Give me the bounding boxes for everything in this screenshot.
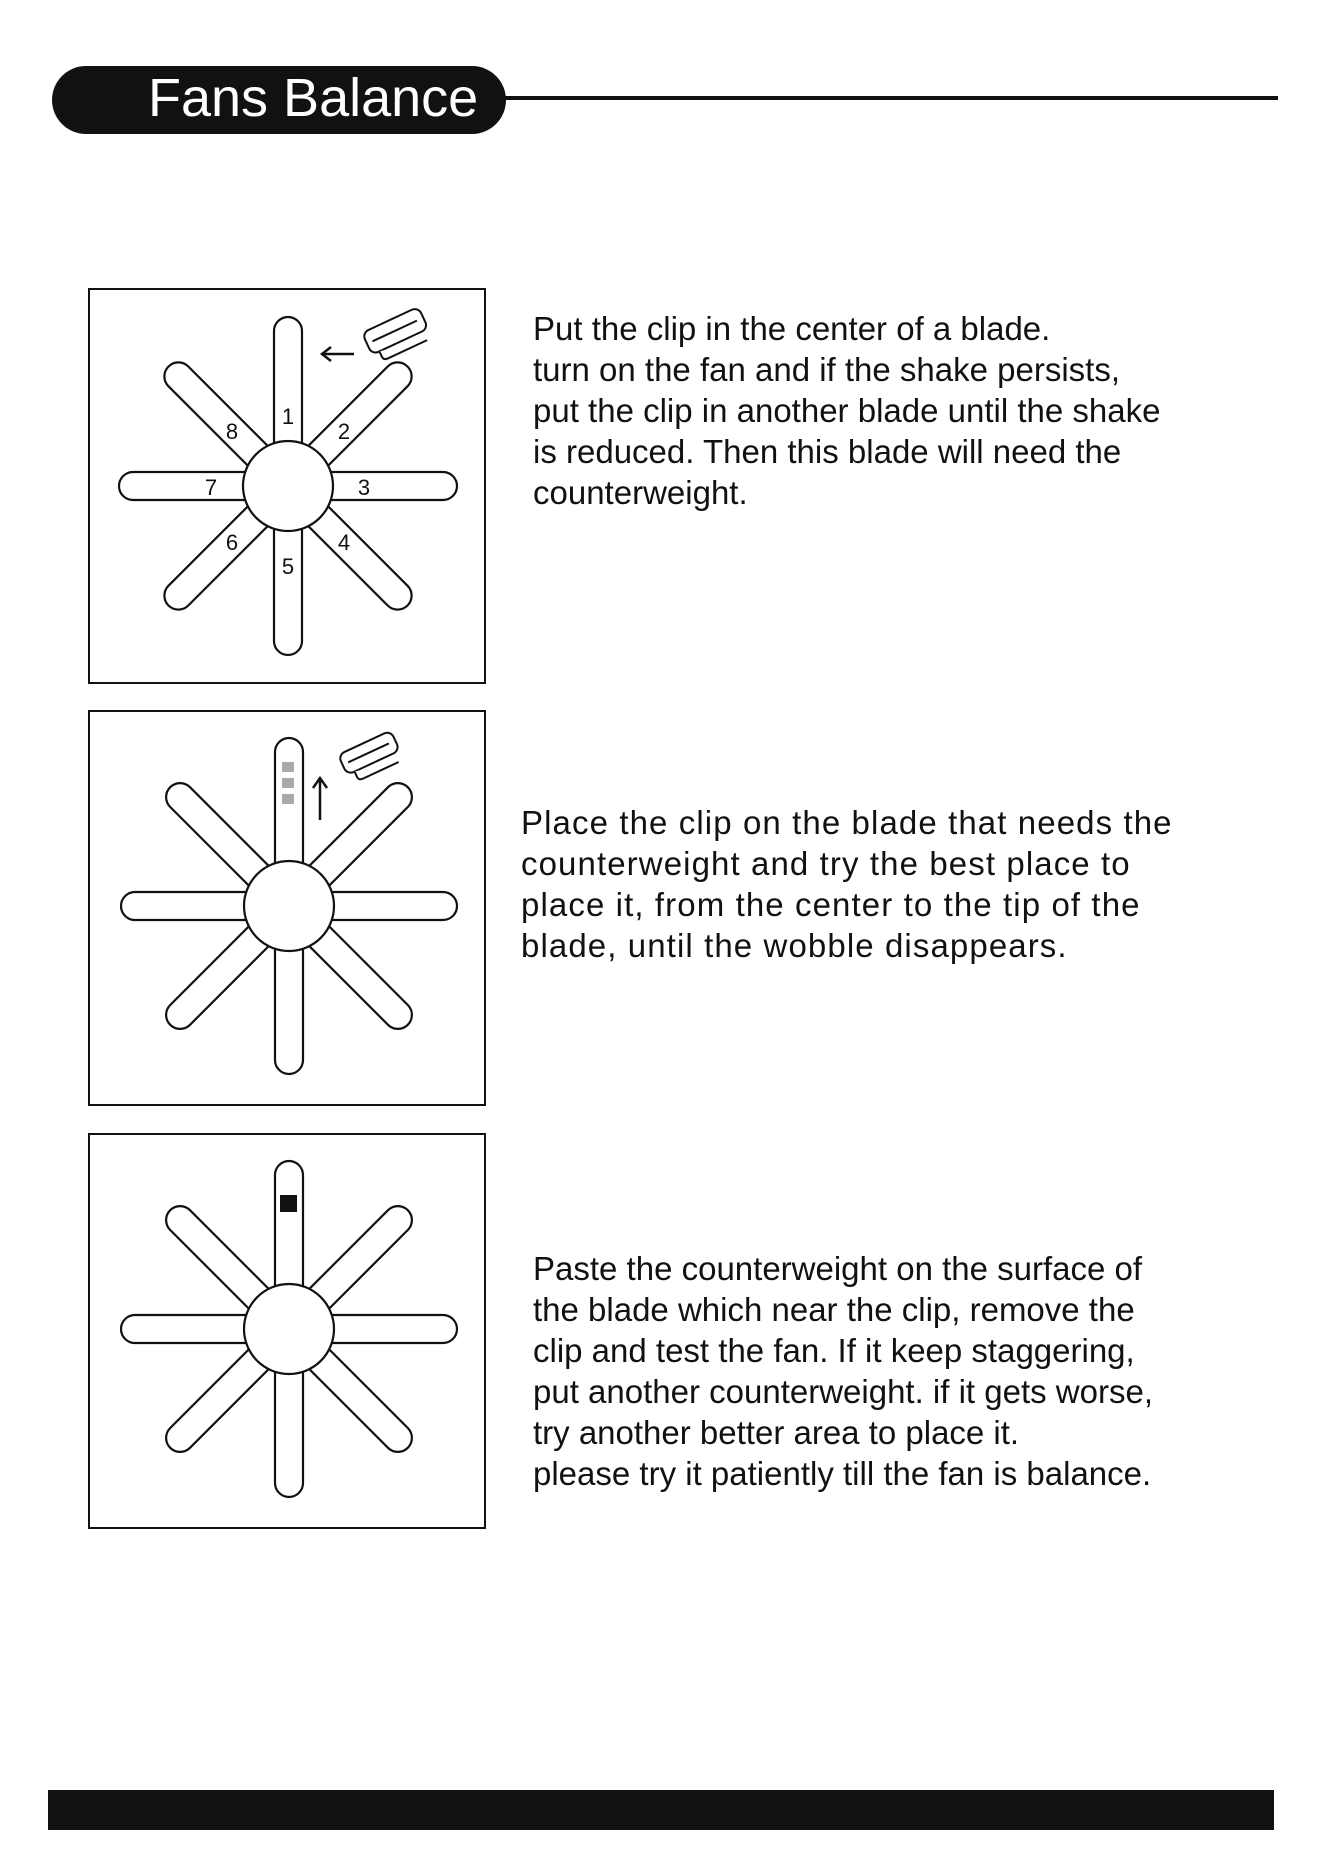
fan-hub — [244, 861, 334, 951]
fan-hub — [244, 1284, 334, 1374]
fan-diagram-2 — [90, 712, 486, 1106]
counterweight-square — [280, 1195, 297, 1212]
clip-position-marks — [282, 762, 294, 804]
page-title: Fans Balance — [148, 68, 479, 128]
blade-number-1: 1 — [281, 404, 295, 429]
blade-number-4: 4 — [337, 530, 351, 555]
arrow-up-icon — [313, 778, 327, 820]
instruction-step-1: Put the clip in the center of a blade. turn on the fan and if the shake persists, put the clip in another blade until the shake is reduced. Then this blade will need the counterweight. — [533, 310, 1161, 511]
figure-counterweight — [88, 1133, 486, 1529]
blade-number-3: 3 — [357, 475, 371, 500]
clip-icon — [362, 307, 433, 364]
footer-bar — [48, 1790, 1274, 1830]
fan-blades — [119, 317, 457, 655]
instruction-step-3: Paste the counterweight on the surface of the blade which near the clip, remove the clip and test the fan. If it keep staggering, put another counterweight. if it gets worse, try another better area to place it. please try it patiently till the fan is balance. — [533, 1250, 1154, 1492]
blade-number-5: 5 — [281, 554, 295, 579]
blade-number-8: 8 — [225, 419, 239, 444]
arrow-left-icon — [322, 347, 354, 361]
title-rule — [500, 96, 1278, 100]
clip-icon — [338, 730, 404, 784]
figure-blade-numbering — [88, 288, 486, 684]
blade-number-2: 2 — [337, 419, 351, 444]
blade-number-6: 6 — [225, 530, 239, 555]
fan-blades — [121, 738, 457, 1074]
instruction-step-2: Place the clip on the blade that needs the counterweight and try the best place to place it, from the center to the tip of the blade, until the wobble disappears. — [521, 804, 1173, 964]
blade-number-7: 7 — [204, 475, 218, 500]
fan-diagram-3 — [90, 1135, 486, 1529]
figure-clip-position — [88, 710, 486, 1106]
fan-diagram-1 — [90, 290, 486, 684]
fan-hub — [243, 441, 333, 531]
